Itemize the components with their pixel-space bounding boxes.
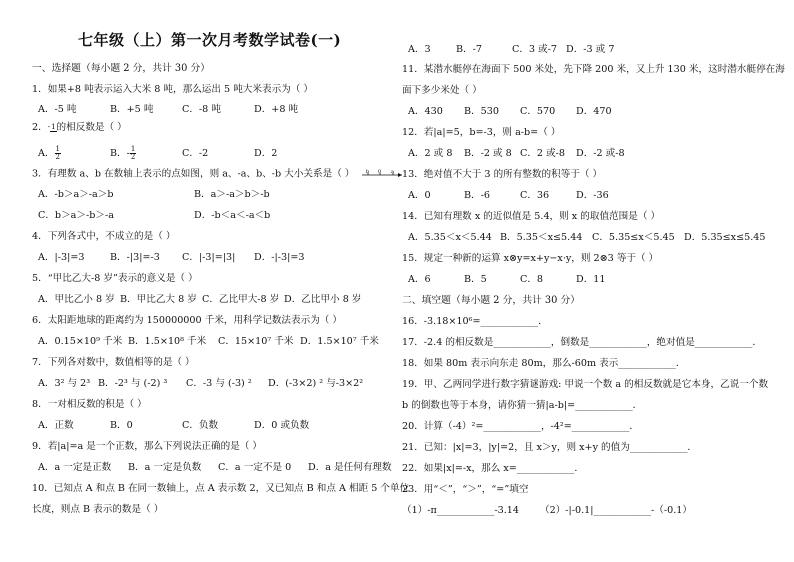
axis-label-0: 0 bbox=[378, 169, 382, 175]
question-22: 22．如果|x|=-x，那么 x=____________． bbox=[402, 463, 584, 474]
option-a: A．430 bbox=[408, 106, 443, 117]
question-3 bbox=[32, 168, 404, 181]
fraction-numerator: 1 bbox=[130, 145, 136, 153]
option-a: A．-5 吨 bbox=[38, 104, 77, 115]
question-3-options-row2 bbox=[38, 210, 270, 222]
question-20: 20．计算（-4）²=____________，-4²=____________． bbox=[402, 421, 639, 432]
question-1-options bbox=[38, 104, 298, 116]
option-c: C．36 bbox=[520, 190, 550, 201]
option-a: A．0.15×10⁹ 千米 bbox=[38, 336, 123, 347]
option-d: D．-36 bbox=[576, 190, 609, 201]
exam-title: 七年级（上）第一次月考数学试卷(一) bbox=[78, 31, 342, 49]
question-5-options bbox=[38, 294, 361, 306]
option-a: A．3 bbox=[408, 44, 431, 55]
option-d: D．-b＜a＜-a＜b bbox=[194, 210, 271, 221]
fraction bbox=[55, 146, 61, 161]
question-9: 9．若|a|=a 是一个正数，那么下列说法正确的是（ ） bbox=[32, 441, 263, 452]
fraction: -1 bbox=[47, 122, 56, 131]
question-13: 13．绝对值不大于 3 的所有整数的积等于（ ） bbox=[402, 169, 603, 180]
option-d: D．2 bbox=[254, 148, 278, 159]
question-19-line1: 19．甲、乙两同学进行数字猜谜游戏: 甲说一个数 a 的相反数就是它本身，乙说一个数 bbox=[402, 379, 769, 390]
question-11-line2: 面下多少米处（ ） bbox=[402, 85, 482, 96]
option-c: C．15×10⁷ 千米 bbox=[218, 336, 294, 347]
option-b-label: B．- bbox=[110, 148, 130, 159]
option-b: B．-|3|=-3 bbox=[110, 252, 160, 263]
option-c: C．-2 bbox=[182, 148, 209, 159]
option-d: D．11 bbox=[576, 274, 606, 285]
option-b: B．530 bbox=[464, 106, 499, 117]
option-c: C．乙比甲大-8 岁 bbox=[202, 294, 280, 305]
option-c: C．2 或-8 bbox=[520, 148, 566, 159]
question-6-options bbox=[38, 336, 379, 348]
option-c: C．|-3|=|3| bbox=[182, 252, 236, 263]
option-c: C．3 或-7 bbox=[512, 44, 558, 55]
option-a: A．a 一定是正数 bbox=[38, 462, 112, 473]
option-c: C．5.35≤x＜5.45 bbox=[592, 232, 675, 243]
question-23-part2: （2）-|-0.1|____________-（-0.1） bbox=[540, 505, 692, 516]
fraction-numerator: 1 bbox=[55, 145, 60, 153]
option-d: D．-2 或-8 bbox=[576, 148, 625, 159]
fraction-denominator: 2 bbox=[130, 153, 136, 161]
option-b: B．-6 bbox=[464, 190, 490, 201]
option-c: C．b＞a＞-b＞-a bbox=[38, 210, 114, 221]
option-a: A．-b＞a＞-a＞b bbox=[38, 189, 114, 200]
question-2 bbox=[32, 122, 127, 134]
section-fill-heading: 二、填空题（每小题 2 分，共计 30 分） bbox=[402, 295, 581, 306]
question-14-options bbox=[408, 232, 766, 244]
question-2-options bbox=[38, 146, 277, 161]
question-12-options bbox=[408, 148, 625, 160]
option-c: C．负数 bbox=[182, 420, 219, 431]
option-d: D．1.5×10⁷ 千米 bbox=[300, 336, 379, 347]
option-b bbox=[110, 146, 182, 161]
option-c: C．a 一定不是 0 bbox=[218, 462, 292, 473]
question-1: 1．如果+8 吨表示运入大米 8 吨，那么运出 5 吨大米表示为（ ） bbox=[32, 84, 314, 95]
fraction-numerator: 1 bbox=[51, 122, 56, 131]
fraction-denominator: 2 bbox=[55, 153, 60, 161]
option-c: C．-8 吨 bbox=[182, 104, 221, 115]
option-b: B．甲比乙大 8 岁 bbox=[120, 294, 197, 305]
question-13-options bbox=[408, 190, 609, 202]
option-a bbox=[38, 146, 110, 161]
option-d: D．-3 或 7 bbox=[566, 44, 615, 55]
option-c: C．-3 与 (-3) ² bbox=[186, 378, 252, 389]
question-8-options bbox=[38, 420, 309, 432]
question-2-text: 的相反数是（ ） bbox=[56, 122, 127, 133]
option-a-label: A． bbox=[38, 148, 55, 159]
question-10-options bbox=[408, 44, 614, 56]
question-11-options bbox=[408, 106, 612, 118]
option-b: B．5.35＜x≤5.44 bbox=[500, 232, 583, 243]
question-21: 21．已知：|x|=3，|y|=2，且 x＞y，则 x+y 的值为____________． bbox=[402, 442, 697, 453]
option-a: A．3² 与 2³ bbox=[38, 378, 91, 389]
option-d: D．470 bbox=[576, 106, 612, 117]
fraction bbox=[130, 146, 136, 161]
option-d: D．(-3×2) ² 与-3×2² bbox=[268, 378, 364, 389]
question-4-options bbox=[38, 252, 304, 264]
option-d: D．乙比甲小 8 岁 bbox=[284, 294, 362, 305]
option-a: A．2 或 8 bbox=[408, 148, 453, 159]
option-b: B．+5 吨 bbox=[110, 104, 154, 115]
question-7: 7．下列各对数中，数值相等的是（ ） bbox=[32, 357, 195, 368]
question-15-options bbox=[408, 274, 606, 286]
option-a: A．5.35＜x＜5.44 bbox=[408, 232, 492, 243]
option-d: D．0 或负数 bbox=[254, 420, 310, 431]
question-19-line2: b 的倒数也等于本身，请你猜一猜|a-b|=____________． bbox=[402, 400, 643, 411]
number-line-figure bbox=[360, 168, 404, 180]
question-5: 5．“甲比乙大-8 岁”表示的意义是（ ） bbox=[32, 273, 198, 284]
option-b: B．a 一定是负数 bbox=[128, 462, 202, 473]
option-d: D．a 是任何有理数 bbox=[308, 462, 392, 473]
option-b: B．-2³ 与 (-2) ³ bbox=[98, 378, 168, 389]
option-a: A．|-3|=3 bbox=[38, 252, 85, 263]
question-8: 8．一对相反数的积是（ ） bbox=[32, 399, 147, 410]
question-23-part1: （1）-π____________-3.14 bbox=[402, 505, 520, 516]
question-4: 4．下列各式中，不成立的是（ ） bbox=[32, 231, 176, 242]
axis-label-a: a bbox=[391, 169, 395, 175]
option-b: B．0 bbox=[110, 420, 133, 431]
option-b: B．1.5×10⁸ 千米 bbox=[128, 336, 207, 347]
question-3-options-row1 bbox=[38, 189, 270, 201]
question-12: 12．若|a|=5，b=-3，则 a-b=（ ） bbox=[402, 127, 561, 138]
question-18: 18．如果 80m 表示向东走 80m，那么-60m 表示____________． bbox=[402, 358, 686, 369]
section-choice-heading: 一、选择题（每小题 2 分，共计 30 分） bbox=[32, 63, 211, 74]
option-b: B．-7 bbox=[456, 44, 482, 55]
option-b: B．5 bbox=[464, 274, 487, 285]
option-d: D．-|-3|=3 bbox=[254, 252, 305, 263]
question-23: 23．用“＜”，“＞”，“=”填空 bbox=[402, 484, 529, 495]
option-c: C．570 bbox=[520, 106, 556, 117]
option-a: A．6 bbox=[408, 274, 431, 285]
option-d: D．5.35≤x≤5.45 bbox=[684, 232, 766, 243]
question-3-text: 3．有理数 a、b 在数轴上表示的点如图，则 a、-a、b、-b 大小关系是（ ） bbox=[32, 168, 355, 180]
question-2-number: 2． bbox=[32, 122, 48, 133]
option-c: C．8 bbox=[520, 274, 544, 285]
axis-label-b: b bbox=[366, 169, 370, 175]
option-b: B．-2 或 8 bbox=[464, 148, 512, 159]
option-a: A．0 bbox=[408, 190, 431, 201]
question-6: 6．太阳距地球的距离约为 150000000 千米，用科学记数法表示为（ ） bbox=[32, 315, 343, 326]
question-9-options bbox=[38, 462, 392, 474]
question-16: 16．-3.18×10⁶=____________． bbox=[402, 316, 548, 327]
question-17: 17．-2.4 的相反数是____________，倒数是____________，绝对值是____________． bbox=[402, 337, 762, 348]
option-a: A．甲比乙小 8 岁 bbox=[38, 294, 115, 305]
option-d: D．+8 吨 bbox=[254, 104, 299, 115]
question-15: 15．规定一种新的运算 x⊗y=x+y−x·y，则 2⊗3 等于（ ） bbox=[402, 253, 659, 264]
question-10-line2: 长度，则点 B 表示的数是（ ） bbox=[32, 504, 164, 515]
option-b: B．a＞-a＞b＞-b bbox=[194, 189, 270, 200]
option-a: A．正数 bbox=[38, 420, 74, 431]
question-7-options bbox=[38, 378, 363, 390]
question-11-line1: 11．某潜水艇停在海面下 500 米处，先下降 200 米，又上升 130 米，这时潜水艇停在海 bbox=[402, 64, 785, 75]
question-10-line1: 10．已知点 A 和点 B 在同一数轴上，点 A 表示数 2，又已知点 B 和点 A 相距 5 个单位 bbox=[32, 483, 410, 494]
question-14: 14．已知有理数 x 的近似值是 5.4，则 x 的取值范围是（ ） bbox=[402, 211, 661, 222]
